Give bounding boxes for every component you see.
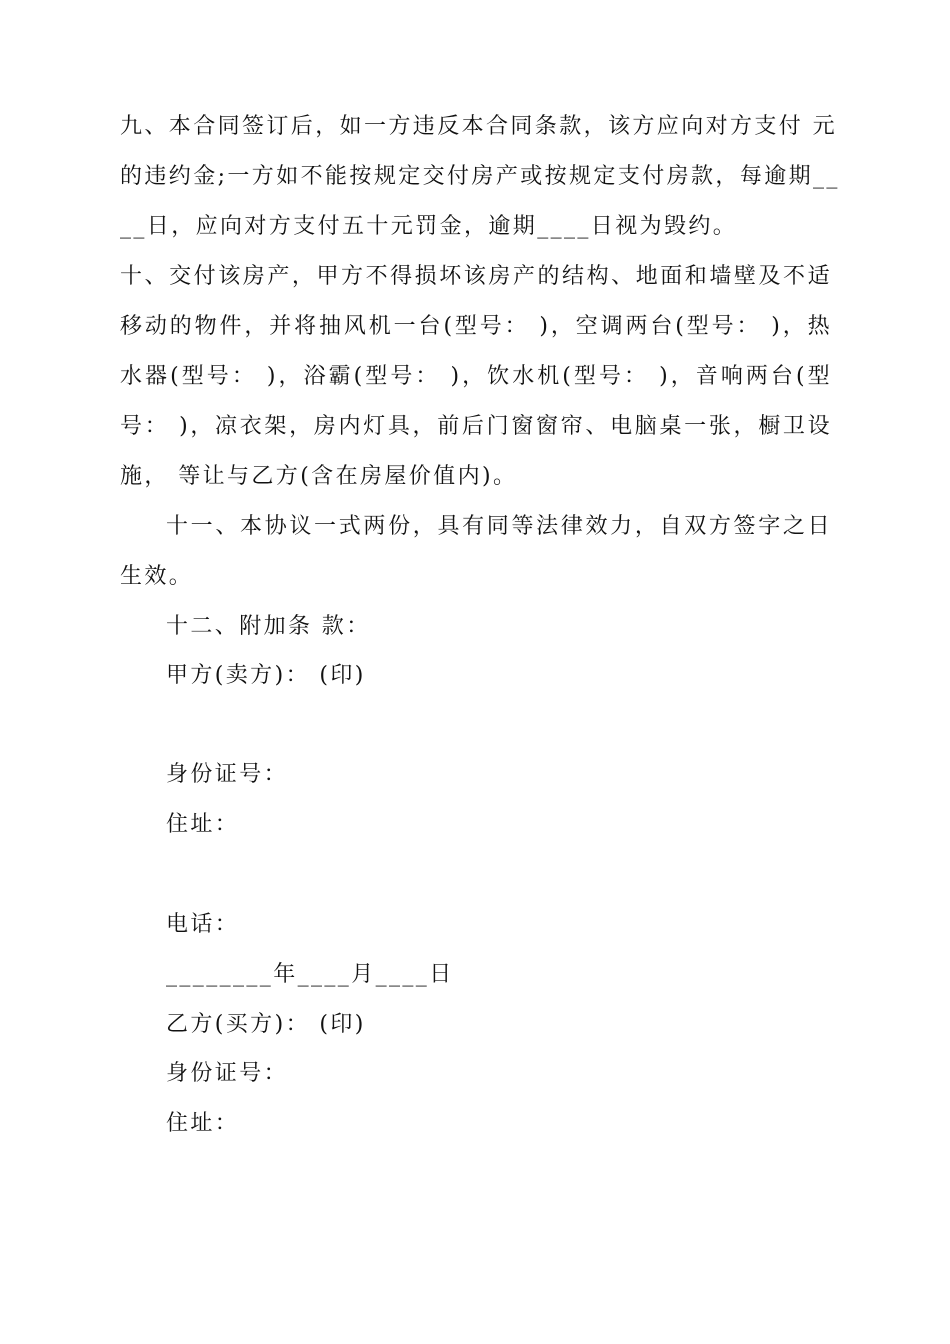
party-a-address-label: 住址：	[166, 812, 240, 837]
party-a-id-label: 身份证号：	[166, 762, 289, 787]
party-a-date-line: ________年____月____日	[166, 962, 454, 987]
clause-10-line-2: 移动的物件，并将抽风机一台(型号： )，空调两台(型号： )，热	[120, 314, 832, 339]
party-b-address-label: 住址：	[166, 1111, 240, 1136]
clause-10-line-3: 水器(型号： )，浴霸(型号： )，饮水机(型号： )，音响两台(型	[120, 364, 832, 389]
party-a-phone-label: 电话：	[166, 912, 240, 937]
party-b-label: 乙方(买方)： (印)	[166, 1012, 366, 1037]
clause-9-line-2: 的违约金;一方如不能按规定交付房产或按规定支付房款，每逾期__	[120, 164, 840, 189]
clause-9-line-1: 九、本合同签订后，如一方违反本合同条款，该方应向对方支付 元	[120, 114, 837, 139]
clause-10-line-1: 十、交付该房产，甲方不得损坏该房产的结构、地面和墙壁及不适	[120, 264, 832, 289]
clause-12-title: 十二、附加条 款：	[166, 614, 371, 639]
clause-9-line-3: __日，应向对方支付五十元罚金，逾期____日视为毁约。	[120, 214, 738, 239]
clause-11-line-2: 生效。	[120, 564, 194, 589]
party-a-label: 甲方(卖方)： (印)	[166, 663, 366, 688]
clause-10-line-5: 施， 等让与乙方(含在房屋价值内)。	[120, 464, 518, 489]
clause-10-line-4: 号： )，凉衣架，房内灯具，前后门窗窗帘、电脑桌一张，橱卫设	[120, 414, 832, 439]
clause-11-line-1: 十一、本协议一式两份，具有同等法律效力，自双方签字之日	[166, 514, 832, 539]
party-b-id-label: 身份证号：	[166, 1061, 289, 1086]
